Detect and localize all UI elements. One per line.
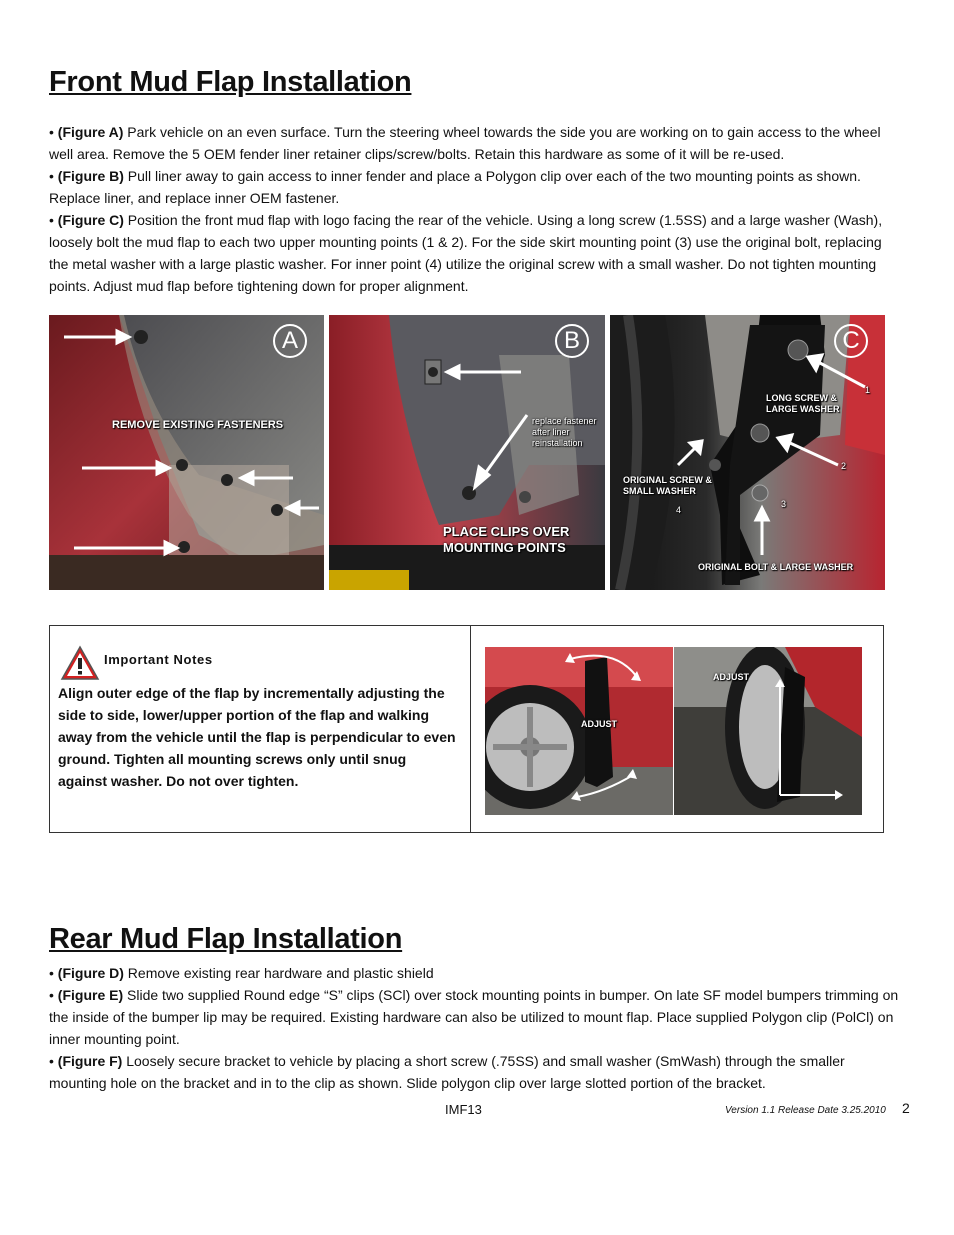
figure-c-point-1: 1	[865, 385, 871, 395]
figure-c-point-3: 3	[781, 499, 787, 509]
figure-a-caption: REMOVE EXISTING FASTENERS	[112, 419, 284, 431]
warning-icon	[60, 645, 100, 681]
figure-c-point-4: 4	[676, 505, 682, 515]
version-info: Version 1.1 Release Date 3.25.2010	[725, 1105, 886, 1116]
instruction-text: Loosely secure bracket to vehicle by placing a short screw (.75SS) and small washer (SmWash) through the smaller mounting hole on the bracket and in to the clip as shown. Slide polygon clip over large slotted portion of the bracket.	[49, 1053, 845, 1091]
adjust-label-left: ADJUST	[581, 719, 618, 729]
figure-label: (Figure D)	[57, 965, 124, 981]
figure-c-badge: C	[834, 324, 868, 358]
notes-divider	[470, 626, 471, 832]
adjust-label-right: ADJUST	[713, 672, 750, 682]
instruction-figure-d: • (Figure D) Remove existing rear hardware and plastic shield	[49, 965, 434, 981]
front-instructions	[49, 121, 899, 297]
document-code: IMF13	[445, 1102, 482, 1117]
front-section-title: Front Mud Flap Installation	[49, 66, 412, 98]
instruction-text: Remove existing rear hardware and plastic shield	[123, 965, 434, 981]
rear-instructions	[49, 962, 899, 1094]
figure-a-photo	[49, 315, 324, 590]
figure-label: (Figure A)	[57, 124, 124, 140]
adjust-photo	[485, 647, 862, 815]
rear-section-title: Rear Mud Flap Installation	[49, 923, 403, 955]
figure-label: (Figure B)	[57, 168, 124, 184]
figure-label: (Figure C)	[57, 212, 124, 228]
figure-label: (Figure F)	[57, 1053, 123, 1069]
important-notes-box	[49, 625, 884, 833]
figure-c-orig-screw-line2: SMALL WASHER	[623, 486, 696, 496]
figure-c-long-screw-line1: LONG SCREW &	[766, 393, 837, 403]
figure-c-orig-bolt: ORIGINAL BOLT & LARGE WASHER	[698, 562, 854, 572]
figure-b-note: replace fastener after liner reinstallation	[532, 416, 597, 448]
adjust-illustration	[485, 647, 862, 815]
figure-label: (Figure E)	[57, 987, 124, 1003]
figure-c-photo	[610, 315, 885, 590]
instruction-figure-c: • (Figure C) Position the front mud flap with logo facing the rear of the vehicle. Using a long screw (1.5SS) and a large washer (Wash), loosely bolt the mud flap to each two upper mounting points (1 & 2). For the side skirt mounting point (3) use the original bolt, replacing the metal washer with a large plastic washer. For inner point (4) utilize the original screw with a small washer. Do not tighten mounting points. Adjust mud flap before tightening down for proper alignment.	[49, 212, 883, 294]
instruction-figure-b: • (Figure B) Pull liner away to gain access to inner fender and place a Polygon clip over each of the two mounting points as shown. Replace liner, and replace inner OEM fastener.	[49, 168, 861, 206]
instruction-text: Park vehicle on an even surface. Turn the steering wheel towards the side you are working on to gain access to the wheel well area. Remove the 5 OEM fender liner retainer clips/screw/bolts. Retain this hardware as some of it will be re-used.	[49, 124, 881, 162]
figure-b-caption-line1: PLACE CLIPS OVER	[443, 524, 570, 539]
instruction-figure-f: • (Figure F) Loosely secure bracket to vehicle by placing a short screw (.75SS) and small washer (SmWash) through the smaller mounting hole on the bracket and in to the clip as shown. Slide polygon clip over large slotted portion of the bracket.	[49, 1053, 845, 1091]
figure-c-long-screw-line2: LARGE WASHER	[766, 404, 840, 414]
important-notes-text: Align outer edge of the flap by incrementally adjusting the side to side, lower/upper portion of the flap and walking away from the vehicle until the flap is perpendicular to even ground. Tighten all mounting screws only until snug against washer. Do not over tighten.	[58, 685, 456, 789]
instruction-text: Slide two supplied Round edge “S” clips (SCl) over stock mounting points in bumper. On late SF model bumpers trimming on the inside of the bumper lip may be required. Existing hardware can also be utilized to mount flap. Place supplied Polygon clip (PolCl) on inner mounting point.	[49, 987, 899, 1047]
figure-a-badge: A	[273, 324, 307, 358]
instruction-figure-e: • (Figure E) Slide two supplied Round edge “S” clips (SCl) over stock mounting points in bumper. On late SF model bumpers trimming on the inside of the bumper lip may be required. Existing hardware can also be utilized to mount flap. Place supplied Polygon clip (PolCl) on inner mounting point.	[49, 987, 899, 1047]
figure-b-photo	[329, 315, 605, 590]
instruction-figure-a: • (Figure A) Park vehicle on an even surface. Turn the steering wheel towards the side you are working on to gain access to the wheel well area. Remove the 5 OEM fender liner retainer clips/screw/bolts. Retain this hardware as some of it will be re-used.	[49, 124, 881, 162]
important-notes-title: Important Notes	[104, 652, 213, 667]
instruction-text: Pull liner away to gain access to inner fender and place a Polygon clip over each of the two mounting points as shown. Replace liner, and replace inner OEM fastener.	[49, 168, 861, 206]
figure-c-orig-screw-line1: ORIGINAL SCREW &	[623, 475, 712, 485]
figure-c-point-2: 2	[841, 461, 847, 471]
page-number: 2	[902, 1100, 910, 1116]
instruction-text: Position the front mud flap with logo facing the rear of the vehicle. Using a long screw (1.5SS) and a large washer (Wash), loosely bolt the mud flap to each two upper mounting points (1 & 2). For the side skirt mounting point (3) use the original bolt, replacing the metal washer with a large plastic washer. For inner point (4) utilize the original screw with a small washer. Do not tighten mounting points. Adjust mud flap before tightening down for proper alignment.	[49, 212, 883, 294]
figure-b-badge: B	[555, 324, 589, 358]
figure-b-caption-line2: MOUNTING POINTS	[443, 540, 566, 555]
